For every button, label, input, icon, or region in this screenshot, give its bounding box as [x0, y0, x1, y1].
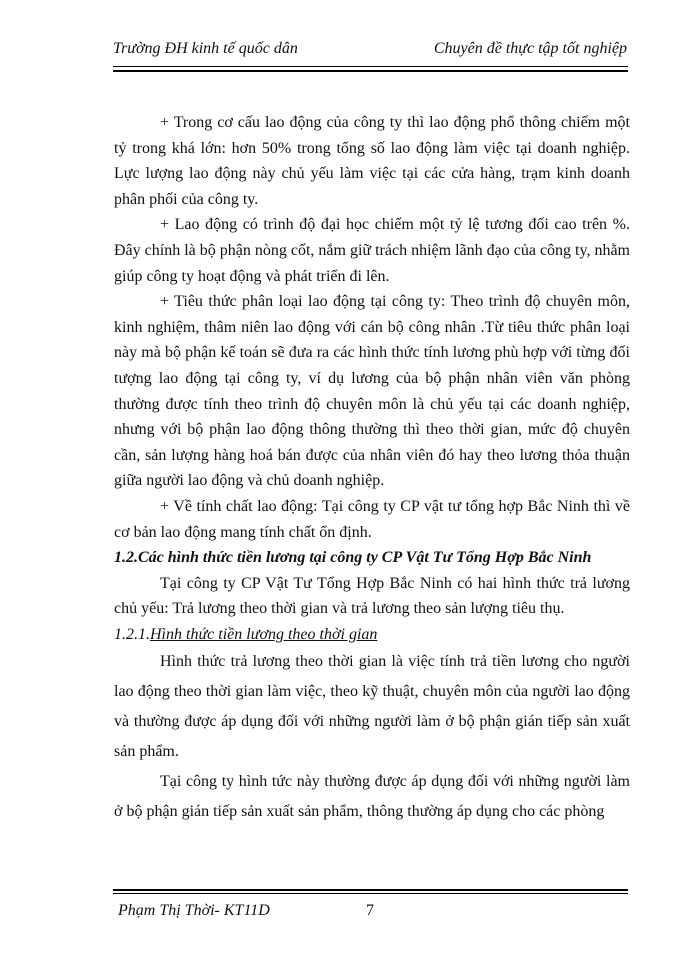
subsection-number: 1.2.1. [114, 625, 150, 643]
paragraph-classification: + Tiêu thức phân loại lao động tại công ty: Theo trình độ chuyên môn, kinh nghiệm, thâm niên lao động với cán bộ công nhân .Từ tiêu thức phân loại này mà bộ phận kế toán sẽ đưa ra các hình thức tính lương phù hợp với từng đối tượng lao động tại công ty, ví dụ lương của bộ phận nhân viên văn phòng thường được tính theo trình độ chuyên môn là chủ yếu tại các doanh nghiệp, nhưng với bộ phận lao động thông thường thì theo thời gian, mức độ chuyên cần, sản lượng hàng hoá bán được của nhân viên đó hay theo lương thỏa thuận giữa người lao động và chủ doanh nghiệp. [114, 293, 630, 490]
header-school: Trường ĐH kinh tế quốc dân [113, 40, 298, 57]
page-number: 7 [366, 902, 374, 919]
page-footer [118, 902, 618, 928]
footer-rule-thick [113, 889, 628, 891]
paragraph-labor-nature: + Về tính chất lao động: Tại công ty CP vật tư tổng hợp Bắc Ninh thì về cơ bản lao động mang tính chất ổn định. [114, 497, 630, 541]
paragraph-labor-structure: + Trong cơ cấu lao động của công ty thì lao động phổ thông chiếm một tỷ trong khá lớn: hơn 50% trong tổng số lao động làm việc tại doanh nghiệp. Lực lượng lao động này chủ yếu làm việc tại các cửa hàng, trạm kinh doanh phân phối của công ty. [114, 114, 630, 208]
paragraph-wage-forms: Tại công ty CP Vật Tư Tổng Hợp Bắc Ninh có hai hình thức trả lương chủ yếu: Trả lương theo thời gian và trả lương theo sản lượng tiêu thụ. [114, 574, 630, 618]
header-title: Chuyên đề thực tập tốt nghiệp [433, 40, 627, 57]
paragraph-university-staff: + Lao động có trình độ đại học chiếm một tỷ lệ tương đối cao trên %. Đây chính là bộ phận nòng cốt, nắm giữ trách nhiệm lãnh đạo của công ty, nhằm giúp công ty hoạt động và phát triển đi lên. [114, 216, 630, 285]
subsection-title: Hình thức tiền lương theo thời gian [150, 625, 378, 643]
header-rule-thin [113, 66, 628, 67]
page-header [113, 40, 627, 66]
subsection-heading [114, 622, 630, 648]
header-rule-thick [113, 70, 628, 72]
paragraph-time-wage-application: Tại công ty hình tức này thường được áp dụng đối với những người làm ở bộ phận gián tiếp sản xuất sản phẩm, thông thường áp dụng cho các phòng [114, 773, 630, 821]
page-body [114, 110, 630, 827]
footer-author: Phạm Thị Thời- KT11D [118, 902, 270, 919]
section-heading: 1.2.Các hình thức tiền lương tại công ty CP Vật Tư Tổng Hợp Bắc Ninh [114, 549, 592, 567]
footer-rule-thin [113, 893, 628, 894]
paragraph-time-wage: Hình thức trả lương theo thời gian là việc tính trả tiền lương cho người lao động theo thời gian làm việc, theo kỹ thuật, chuyên môn của người lao động và thường được áp dụng đối với những người làm ở bộ phận gián tiếp sản xuất sản phẩm. [114, 653, 630, 761]
